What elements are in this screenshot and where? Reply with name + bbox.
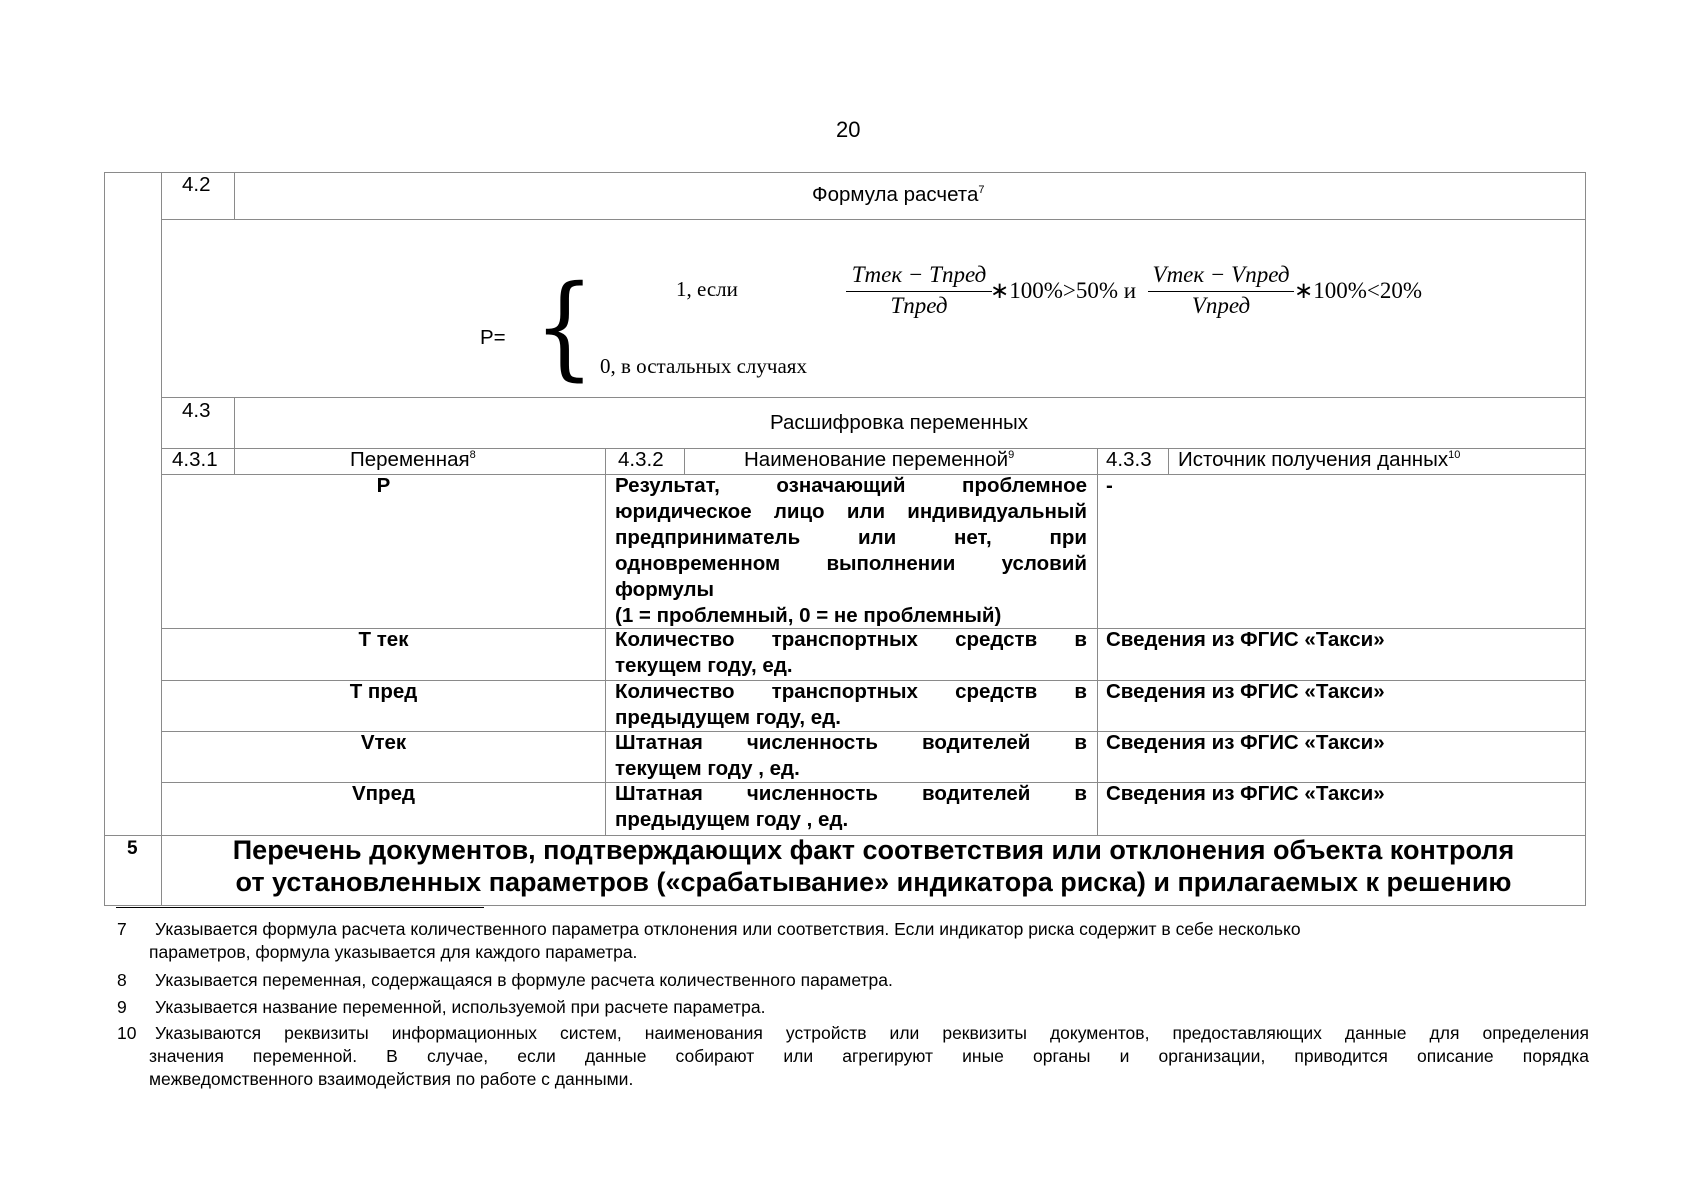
variable-description bbox=[615, 627, 1087, 679]
col-1-number: 4.3.1 bbox=[172, 448, 218, 471]
fraction-1-denominator: Tпред bbox=[890, 293, 948, 318]
description-line: предыдущем году , ед. bbox=[615, 808, 849, 831]
variable-description bbox=[615, 679, 1087, 731]
footnote-line: параметров, формула указывается для каждого параметра. bbox=[149, 942, 638, 962]
page-number: 20 bbox=[836, 117, 861, 142]
description-line: (1 = проблемный, 0 = не проблемный) bbox=[615, 604, 1002, 627]
description-line: формулы bbox=[615, 578, 714, 601]
footnote-number: 10 bbox=[117, 1023, 137, 1043]
left-brace-icon: { bbox=[534, 262, 595, 392]
variable-name: P bbox=[376, 474, 391, 497]
footnote-line: Указывается название переменной, используемой при расчете параметра. bbox=[155, 997, 766, 1017]
row-5-title bbox=[162, 834, 1585, 898]
variable-name: Vпред bbox=[352, 782, 415, 805]
variable-source: Сведения из ФГИС «Такси» bbox=[1106, 782, 1385, 805]
description-line: Количество транспортных средств в bbox=[615, 680, 1087, 703]
footnote-number: 8 bbox=[117, 970, 127, 990]
footnote-ref-8: 8 bbox=[469, 449, 476, 462]
variable-description bbox=[615, 473, 1087, 629]
footnote-line: значения переменной. В случае, если данные собирают или агрегируют иные органы и организации, приводится описание порядка bbox=[149, 1046, 1589, 1066]
col-2-header bbox=[744, 447, 1014, 473]
variable-source: Сведения из ФГИС «Такси» bbox=[1106, 680, 1385, 703]
footnote-number: 7 bbox=[117, 919, 127, 939]
formula-middle: ∗100%>50% и bbox=[990, 278, 1137, 303]
footnote-ref-10: 10 bbox=[1448, 449, 1461, 462]
footnote-ref-7: 7 bbox=[978, 184, 985, 197]
col-2-number: 4.3.2 bbox=[618, 448, 664, 471]
variable-name: Vтек bbox=[360, 731, 407, 754]
description-line: Результат, означающий проблемное bbox=[615, 474, 1087, 497]
formula-tail: ∗100%<20% bbox=[1294, 278, 1423, 303]
footnote-separator bbox=[116, 907, 484, 908]
formula-case-1-label: 1, если bbox=[676, 277, 738, 301]
variable-name: T пред bbox=[349, 680, 418, 703]
description-line: текущем году , ед. bbox=[615, 757, 800, 780]
fraction-1-bar bbox=[846, 291, 992, 292]
variable-source: Сведения из ФГИС «Такси» bbox=[1106, 731, 1385, 754]
row-4-3-title: Расшифровка переменных bbox=[770, 411, 1029, 434]
row-4-2-title-text: Формула расчета bbox=[812, 183, 979, 206]
formula-lhs: P= bbox=[480, 326, 506, 349]
description-line: одновременном выполнении условий bbox=[615, 552, 1087, 575]
col-3-number: 4.3.3 bbox=[1106, 448, 1152, 471]
col-3-header bbox=[1178, 447, 1460, 473]
description-line: Количество транспортных средств в bbox=[615, 628, 1087, 651]
description-line: предприниматель или нет, при bbox=[615, 526, 1087, 549]
footnote-number: 9 bbox=[117, 997, 127, 1017]
variable-description bbox=[615, 730, 1087, 782]
footnote-text bbox=[155, 996, 765, 1019]
col-2-header-label: Наименование переменной bbox=[744, 448, 1009, 471]
description-line: предыдущем году, ед. bbox=[615, 706, 841, 729]
variable-name: T тек bbox=[358, 628, 409, 651]
footnote-text bbox=[149, 1022, 1589, 1091]
row-4-2-number: 4.2 bbox=[182, 173, 211, 196]
variable-description bbox=[615, 781, 1087, 833]
row-4-3-number: 4.3 bbox=[182, 399, 211, 422]
col-3-header-label: Источник получения данных bbox=[1178, 448, 1449, 471]
description-line: Штатная численность водителей в bbox=[615, 782, 1087, 805]
fraction-1-numerator: Tтек − Tпред bbox=[851, 262, 987, 287]
col-1-header bbox=[350, 447, 476, 473]
col-1-header-label: Переменная bbox=[350, 448, 470, 471]
footnote-line: Указывается формула расчета количественного параметра отклонения или соответствия. Если индикатор риска содержит в себе несколько bbox=[155, 919, 1301, 939]
fraction-2-numerator: Vтек − Vпред bbox=[1152, 262, 1290, 287]
formula-case-0: 0, в остальных случаях bbox=[600, 354, 807, 378]
row-5-title-line: от установленных параметров («срабатывание» индикатора риска) и прилагаемых к решению bbox=[235, 867, 1512, 897]
footnote-text bbox=[149, 918, 1301, 964]
fraction-2-denominator: Vпред bbox=[1191, 293, 1251, 318]
row-4-2-title bbox=[812, 182, 984, 208]
row-5-number: 5 bbox=[127, 838, 138, 859]
variable-source: Сведения из ФГИС «Такси» bbox=[1106, 628, 1385, 651]
footnote-ref-9: 9 bbox=[1008, 449, 1015, 462]
footnote-line: Указывается переменная, содержащаяся в формуле расчета количественного параметра. bbox=[155, 970, 893, 990]
description-line: Штатная численность водителей в bbox=[615, 731, 1087, 754]
description-line: текущем году, ед. bbox=[615, 654, 793, 677]
fraction-2-bar bbox=[1148, 291, 1294, 292]
footnote-line: межведомственного взаимодействия по работе с данными. bbox=[149, 1069, 634, 1089]
row-5-title-line: Перечень документов, подтверждающих факт соответствия или отклонения объекта контроля bbox=[232, 835, 1515, 865]
description-line: юридическое лицо или индивидуальный bbox=[615, 500, 1087, 523]
footnote-line: Указываются реквизиты информационных систем, наименования устройств или реквизиты документов, предоставляющих данные для определения bbox=[155, 1023, 1589, 1043]
variable-source: - bbox=[1106, 474, 1113, 497]
footnote-text bbox=[155, 969, 893, 992]
